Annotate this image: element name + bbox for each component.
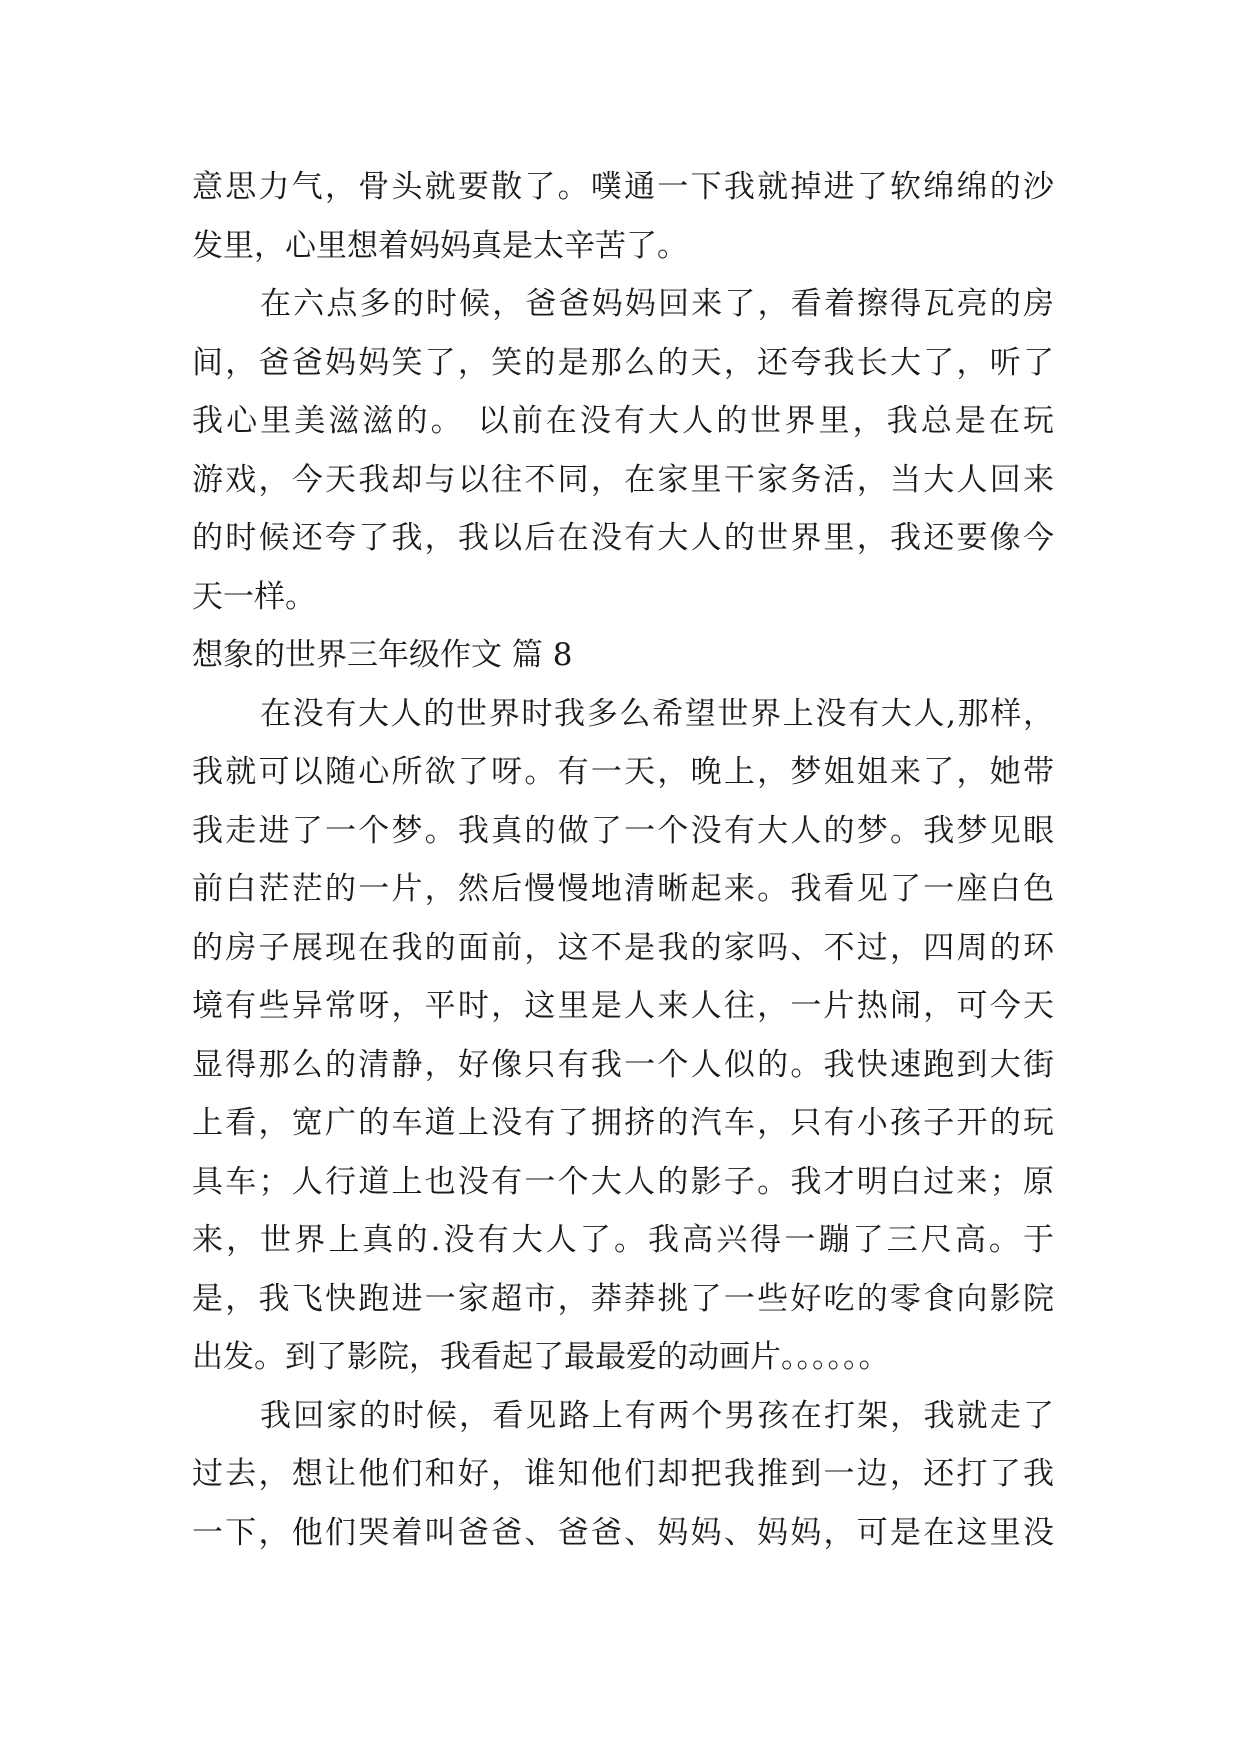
text-line: 我走进了一个梦。我真的做了一个没有大人的梦。我梦见眼 [192, 812, 1054, 849]
text-line: 显得那么的清静，好像只有我一个人似的。我快速跑到大街 [192, 1046, 1054, 1083]
text-line: 是，我飞快跑进一家超市，莽莽挑了一些好吃的零食向影院 [192, 1280, 1054, 1317]
text-line: 我就可以随心所欲了呀。有一天，晚上，梦姐姐来了，她带 [192, 754, 1054, 790]
text-line: 具车；人行道上也没有一个大人的影子。我才明白过来；原 [192, 1163, 1054, 1200]
text-line: 境有些异常呀，平时，这里是人来人往，一片热闹，可今天 [192, 988, 1054, 1024]
text-line: 的时候还夸了我，我以后在没有大人的世界里，我还要像今 [192, 520, 1054, 556]
text-line: 来，世界上真的.没有大人了。我高兴得一蹦了三尺高。于 [192, 1222, 1054, 1258]
text-line: 间，爸爸妈妈笑了，笑的是那么的天，还夸我长大了，听了 [192, 344, 1054, 381]
text-line: 天一样。 [192, 578, 316, 615]
document-body [192, 158, 1054, 1562]
text-line: 的房子展现在我的面前，这不是我的家吗、不过，四周的环 [192, 929, 1054, 966]
section-heading: 想象的世界三年级作文 篇 8 [192, 637, 573, 673]
text-line: 出发。到了影院，我看起了最最爱的动画片。。。。。。 [192, 1339, 890, 1375]
text-line: 过去，想让他们和好，谁知他们却把我推到一边，还打了我 [192, 1456, 1054, 1492]
text-line: 上看，宽广的车道上没有了拥挤的汽车，只有小孩子开的玩 [192, 1105, 1054, 1141]
text-line: 游戏，今天我却与以往不同，在家里干家务活，当大人回来 [192, 461, 1054, 498]
paragraph [192, 685, 1054, 1387]
text-line: 发里，心里想着妈妈真是太辛苦了。 [192, 227, 688, 264]
text-line: 在六点多的时候，爸爸妈妈回来了，看着擦得瓦亮的房 [260, 286, 1054, 322]
paragraph-continuation [192, 158, 1054, 275]
paragraph [192, 1387, 1054, 1563]
text-line: 在没有大人的世界时我多么希望世界上没有大人,那样， [260, 695, 1054, 732]
text-line: 意思力气，骨头就要散了。噗通一下我就掉进了软绵绵的沙 [192, 169, 1054, 205]
text-line: 我回家的时候，看见路上有两个男孩在打架，我就走了 [260, 1397, 1054, 1434]
text-line: 我心里美滋滋的。 以前在没有大人的世界里，我总是在玩 [192, 403, 1054, 439]
text-line: 一下，他们哭着叫爸爸、爸爸、妈妈、妈妈，可是在这里没 [192, 1514, 1054, 1551]
paragraph [192, 275, 1054, 626]
text-line: 前白茫茫的一片，然后慢慢地清晰起来。我看见了一座白色 [192, 871, 1054, 907]
